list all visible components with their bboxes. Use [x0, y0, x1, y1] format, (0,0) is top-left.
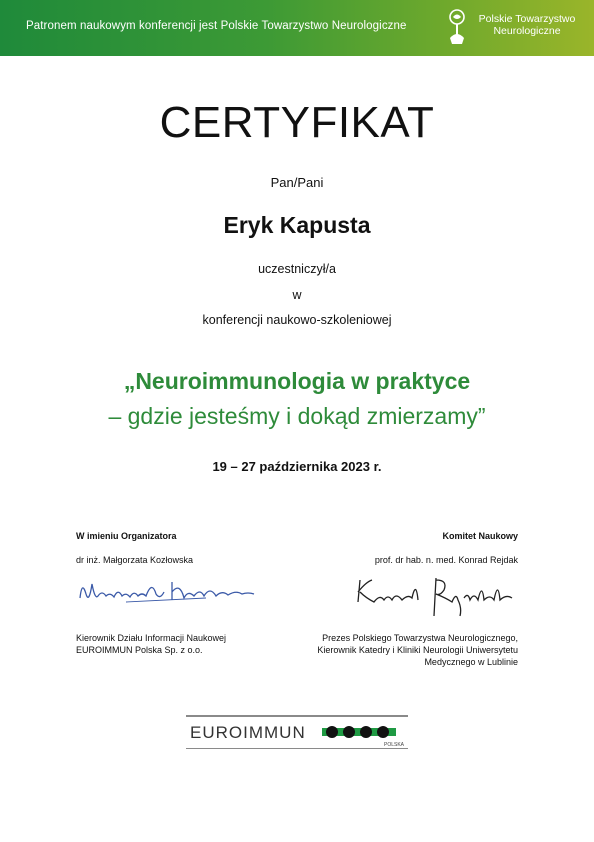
participant-name: Eryk Kapusta [223, 212, 371, 238]
organizer-role-line1: Kierownik Działu Informacji Naukowej [76, 633, 227, 643]
committee-signature [352, 572, 518, 620]
header-banner [0, 0, 594, 56]
organizer-heading: W imieniu Organizatora [76, 531, 177, 541]
ptn-logo-line1: Polskie Towarzystwo [478, 13, 576, 25]
euroimmun-subtext: POLSKA [383, 742, 404, 748]
conference-dates: 19 – 27 października 2023 r. [212, 459, 382, 474]
preposition-text: w [292, 288, 302, 302]
logo-rule-bottom [186, 748, 408, 749]
patronage-text: Patronem naukowym konferencji jest Polskie Towarzystwo Neurologiczne [26, 20, 407, 32]
organizer-role-line2: EUROIMMUN Polska Sp. z o.o. [76, 645, 203, 655]
participation-text: uczestniczył/a [258, 262, 336, 276]
committee-name: prof. dr hab. n. med. Konrad Rejdak [374, 555, 518, 565]
conference-title-line1: „Neuroimmunologia w praktyce [123, 368, 471, 394]
logo-rule-top [186, 715, 408, 717]
conference-type: konferencji naukowo-szkoleniowej [202, 313, 392, 327]
logo-dot [360, 726, 372, 738]
logo-dot [343, 726, 355, 738]
committee-role-line1: Prezes Polskiego Towarzystwa Neurologicznego, [322, 633, 518, 643]
committee-role [258, 632, 518, 668]
organizer-name: dr inż. Małgorzata Kozłowska [76, 555, 194, 565]
committee-heading: Komitet Naukowy [442, 531, 518, 541]
committee-role-line3: Medycznego w Lublinie [424, 657, 518, 667]
euroimmun-wordmark: EUROIMMUN [190, 723, 306, 742]
euroimmun-logo [186, 715, 408, 755]
ptn-logo-line2: Neurologiczne [493, 25, 561, 37]
ptn-logo-icon [446, 8, 468, 48]
organizer-signature [76, 570, 258, 612]
salutation: Pan/Pani [270, 175, 324, 190]
logo-dot [377, 726, 389, 738]
certificate-title: CERTYFIKAT [159, 98, 435, 147]
conference-title-line2: – gdzie jesteśmy i dokąd zmierzamy” [108, 403, 486, 429]
logo-dot [326, 726, 338, 738]
ptn-logo-text [472, 13, 582, 37]
committee-role-line2: Kierownik Katedry i Kliniki Neurologii Uniwersytetu [317, 645, 518, 655]
